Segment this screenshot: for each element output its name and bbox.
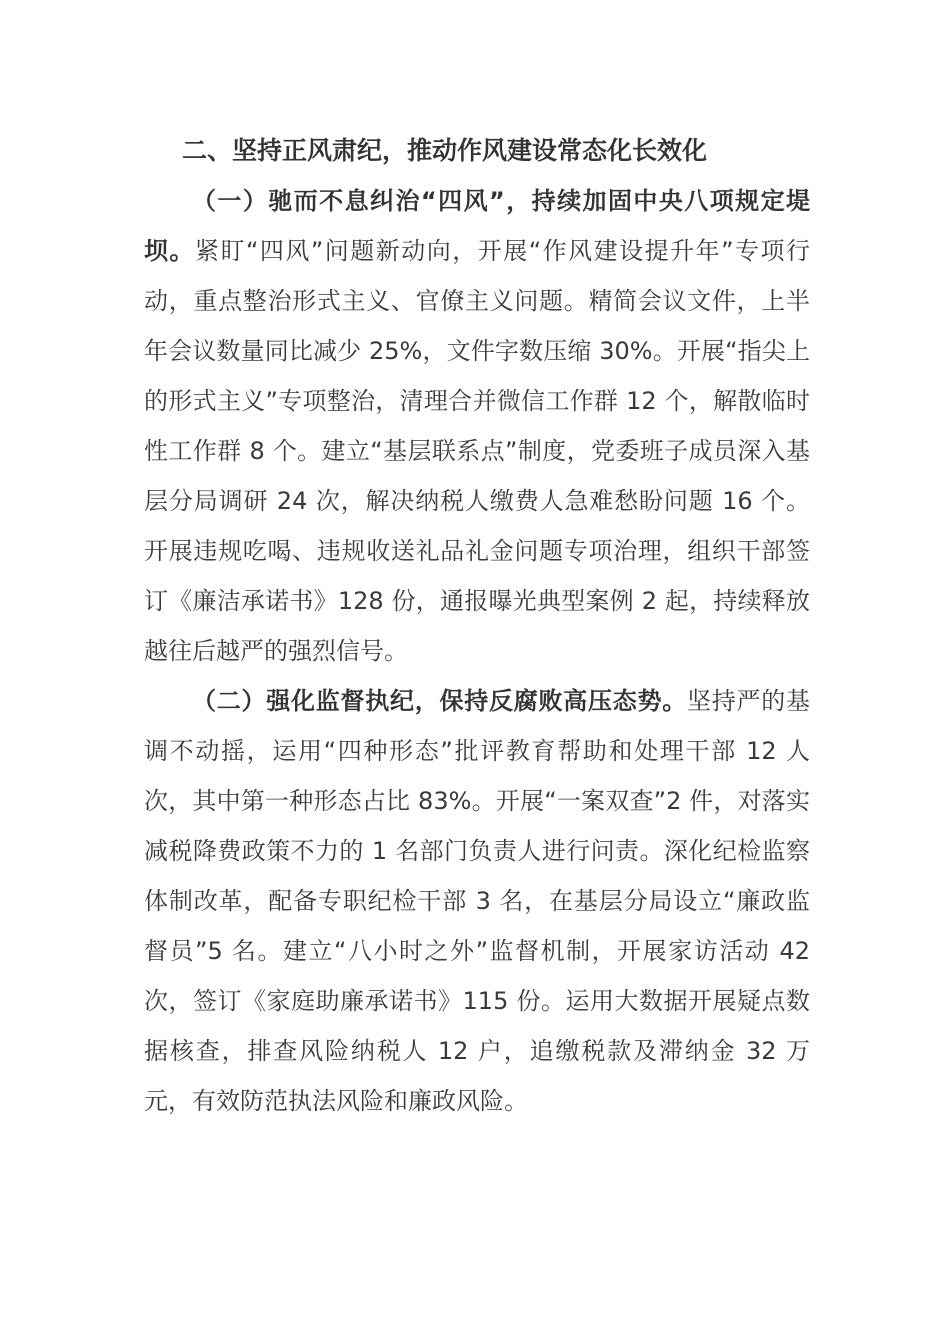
paragraph-2-body: 坚持严的基调不动摇，运用“四种形态”批评教育帮助和处理干部 12 人次，其中第一种形态占比 83%。开展“一案双查”2 件，对落实减税降费政策不力的 1 名部门负责人进行问责。深化纪检监察体制改革，配备专职纪检干部 3 名，在基层分局设立“廉政监督员”5 名。建立“八小时之外”监督机制，开展家访活动 42 次，签订《家庭助廉承诺书》115 份。运用大数据开展疑点数据核查，排查风险纳税人 12 户，追缴税款及滞纳金 32 万元，有效防范执法风险和廉政风险。: [144, 687, 810, 1115]
paragraph-1: [144, 176, 810, 676]
paragraph-2-lead: （二）强化监督执纪，保持反腐败高压态势。: [192, 687, 687, 715]
paragraph-1-body: 紧盯“四风”问题新动向，开展“作风建设提升年”专项行动，重点整治形式主义、官僚主义问题。精简会议文件，上半年会议数量同比减少 25%，文件字数压缩 30%。开展“指尖上的形式主义”专项整治，清理合并微信工作群 12 个，解散临时性工作群 8 个。建立“基层联系点”制度，党委班子成员深入基层分局调研 24 次，解决纳税人缴费人急难愁盼问题 16 个。开展违规吃喝、违规收送礼品礼金问题专项治理，组织干部签订《廉洁承诺书》128 份，通报曝光典型案例 2 起，持续释放越往后越严的强烈信号。: [144, 237, 811, 665]
paragraph-1-lead: （一）驰而不息纠治“四风”，持续加固中央八项规定堤坝。: [144, 187, 810, 265]
section-heading: 二、坚持正风肃纪，推动作风建设常态化长效化: [182, 136, 708, 165]
paragraph-2: [144, 676, 810, 1126]
document-page: [144, 126, 810, 1126]
